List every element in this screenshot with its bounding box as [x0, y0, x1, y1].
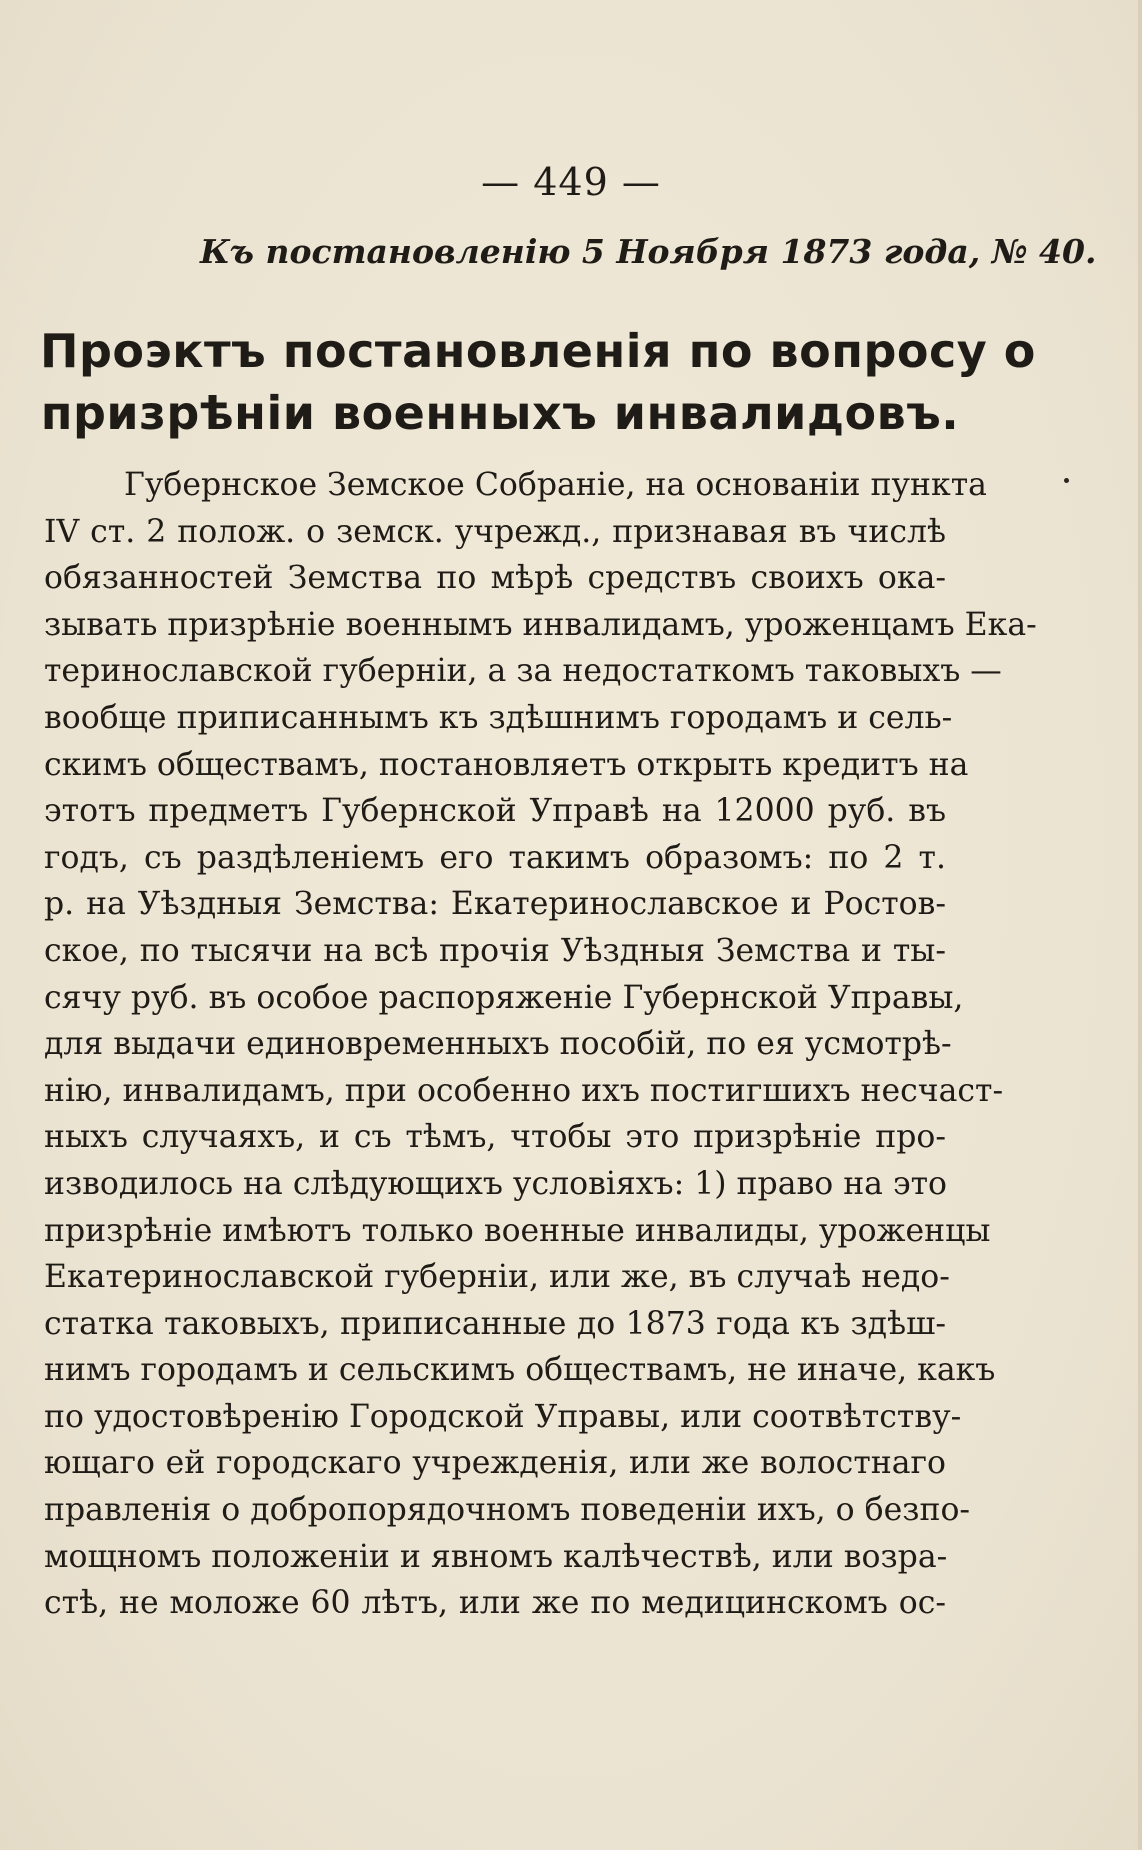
text-line: нимъ городамъ и сельскимъ обществамъ, не иначе, какъ	[44, 1352, 996, 1389]
title-line-1: Проэктъ постановленія по вопросу о	[40, 324, 1036, 378]
title-line-2: призрѣніи военныхъ инвалидовъ.	[40, 386, 960, 440]
text-line: скимъ обществамъ, постановляетъ открыть кредитъ на	[44, 746, 969, 783]
text-line: р. на Уѣздныя Земства: Екатеринославское и Ростов-	[44, 886, 946, 923]
text-line: Губернское Земское Собраніе, на основаніи пункта	[124, 467, 987, 503]
resolution-reference: Къ постановленію 5 Ноября 1873 года, № 40.	[200, 232, 1097, 271]
text-line: ское, по тысячи на всѣ прочія Уѣздныя Земства и ты-	[44, 932, 946, 969]
text-line: стѣ, не моложе 60 лѣтъ, или же по медицинскомъ ос-	[44, 1585, 946, 1622]
text-line: правленія о добропорядочномъ поведеніи ихъ, о безпо-	[44, 1492, 971, 1529]
body-text	[44, 462, 1037, 1627]
page-number: — 449 —	[481, 160, 661, 204]
text-line: по удостовѣренію Городской Управы, или соотвѣтству-	[44, 1398, 962, 1435]
text-line: годъ, съ раздѣленіемъ его такимъ образомъ: по 2 т.	[44, 839, 946, 876]
text-line: нію, инвалидамъ, при особенно ихъ постигшихъ несчаст-	[44, 1072, 1004, 1109]
text-line: Екатеринославской губерніи, или же, въ случаѣ недо-	[44, 1259, 950, 1296]
text-line: зывать призрѣніе военнымъ инвалидамъ, уроженцамъ Ека-	[44, 606, 1037, 643]
text-line: для выдачи единовременныхъ пособій, по ея усмотрѣ-	[44, 1026, 952, 1063]
page-edge	[1138, 0, 1142, 1850]
text-line: мощномъ положеніи и явномъ калѣчествѣ, или возра-	[44, 1538, 948, 1575]
text-line: теринославской губерніи, а за недостаткомъ таковыхъ —	[44, 653, 1002, 690]
text-line: изводилось на слѣдующихъ условіяхъ: 1) право на это	[44, 1165, 948, 1202]
text-line: вообще приписаннымъ къ здѣшнимъ городамъ и сель-	[44, 699, 953, 736]
document-title	[40, 320, 1036, 444]
margin-mark	[1064, 478, 1069, 483]
text-line: обязанностей Земства по мѣрѣ средствъ своихъ ока-	[44, 560, 946, 597]
text-line: ющаго ей городскаго учрежденія, или же волостнаго	[44, 1445, 946, 1482]
text-line: сячу руб. въ особое распоряженіе Губернской Управы,	[44, 979, 964, 1016]
text-line: статка таковыхъ, приписанные до 1873 года къ здѣш-	[44, 1305, 946, 1342]
text-line: IV ст. 2 полож. о земск. учрежд., признавая въ числѣ	[44, 513, 946, 550]
text-line: ныхъ случаяхъ, и съ тѣмъ, чтобы это призрѣніе про-	[44, 1119, 946, 1156]
text-line: этотъ предметъ Губернской Управѣ на 12000 руб. въ	[44, 793, 946, 830]
text-line: призрѣніе имѣютъ только военные инвалиды, уроженцы	[44, 1212, 991, 1249]
